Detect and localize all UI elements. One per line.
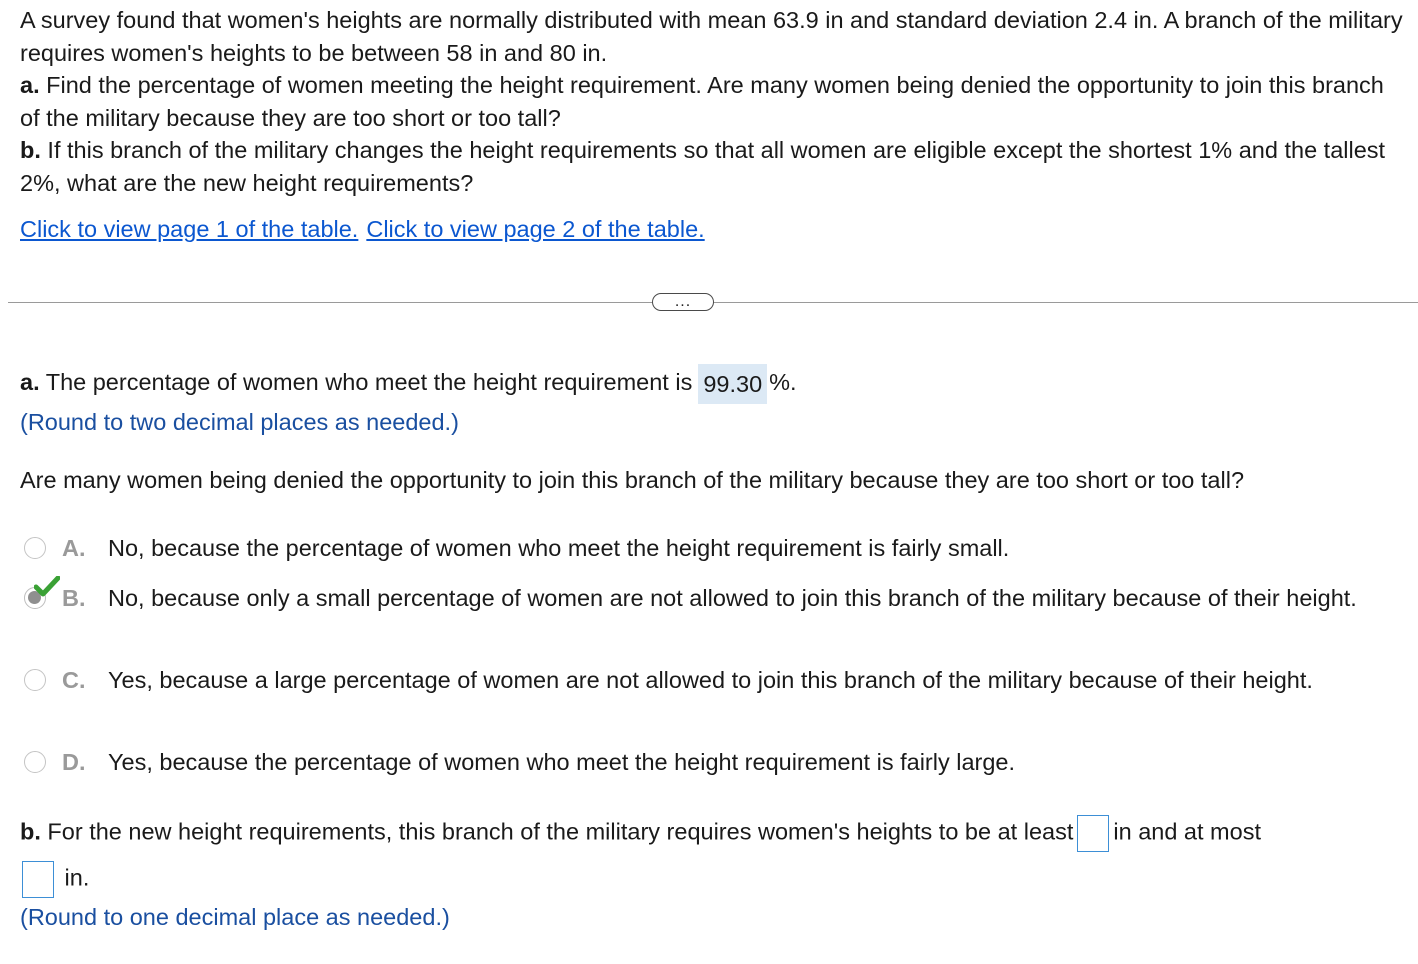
part-b-label: b.	[20, 137, 41, 163]
part-a-label: a.	[20, 72, 40, 98]
option-b-text: No, because only a small percentage of women are not allowed to join this branch of the military because of their height.	[108, 585, 1357, 611]
answer-a-hint: (Round to two decimal places as needed.)	[20, 409, 459, 435]
answer-a-label: a.	[20, 369, 40, 396]
table-links	[20, 213, 713, 245]
answer-b-label: b.	[20, 818, 41, 845]
answer-a-unit: %.	[769, 369, 797, 396]
part-b-text: If this branch of the military changes the height requirements so that all women are eligible except the shortest 1% and the tallest 2%, what are the new height requirements?	[20, 137, 1386, 196]
answer-a-value[interactable]: 99.30	[698, 364, 767, 404]
answer-b-text-before: For the new height requirements, this branch of the military requires women's heights to be at least	[47, 818, 1074, 845]
max-height-input[interactable]	[22, 861, 54, 898]
option-c-text: Yes, because a large percentage of women are not allowed to join this branch of the military because of their height.	[108, 667, 1313, 693]
expand-more-button[interactable]: ...	[652, 293, 714, 311]
problem-part-a	[20, 69, 1405, 134]
answer-b-line	[20, 815, 1261, 852]
option-a-text: No, because the percentage of women who meet the height requirement is fairly small.	[108, 535, 1010, 561]
option-d[interactable]	[22, 746, 1402, 778]
problem-intro: A survey found that women's heights are normally distributed with mean 63.9 in and standard deviation 2.4 in. A branch of the military requires women's heights to be between 58 in and 80 in.	[20, 7, 1403, 66]
option-d-letter: D.	[62, 749, 86, 775]
question-text: Are many women being denied the opportunity to join this branch of the military because they are too short or too tall?	[20, 467, 1245, 493]
option-c-letter: C.	[62, 667, 86, 693]
problem-statement	[20, 4, 1405, 199]
answer-b-text-middle: in and at most	[1113, 818, 1261, 845]
option-a[interactable]	[22, 532, 1402, 564]
part-a-text: Find the percentage of women meeting the height requirement. Are many women being denied the opportunity to join this branch of the military because they are too short or too tall?	[20, 72, 1384, 131]
option-c[interactable]	[22, 664, 1402, 696]
answer-a-line	[20, 364, 797, 404]
min-height-input[interactable]	[1077, 815, 1109, 852]
problem-part-b	[20, 134, 1405, 199]
option-a-letter: A.	[62, 535, 86, 561]
option-a-radio[interactable]	[24, 537, 46, 559]
answer-b-hint: (Round to one decimal place as needed.)	[20, 904, 450, 930]
option-c-radio[interactable]	[24, 669, 46, 691]
answer-b-text-after: in.	[64, 864, 90, 891]
table-page-1-link[interactable]: Click to view page 1 of the table.	[20, 216, 359, 242]
option-d-radio[interactable]	[24, 751, 46, 773]
check-mark-icon	[34, 576, 60, 598]
answer-a-text: The percentage of women who meet the height requirement is	[45, 369, 693, 396]
option-b-letter: B.	[62, 585, 86, 611]
table-page-2-link[interactable]: Click to view page 2 of the table.	[366, 216, 705, 242]
answer-b-line-2	[22, 861, 89, 898]
option-d-text: Yes, because the percentage of women who meet the height requirement is fairly large.	[108, 749, 1016, 775]
option-b[interactable]	[22, 582, 1402, 614]
